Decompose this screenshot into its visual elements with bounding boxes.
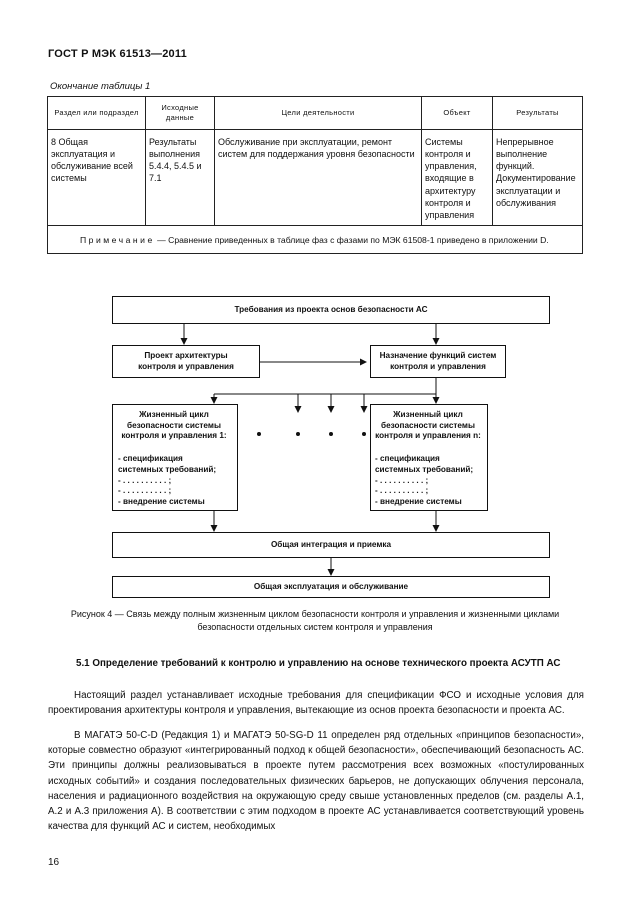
system-n-item-implementation: - внедрение системы [375, 497, 462, 506]
system-n-lifecycle-title: Жизненный цикл безопасности системы контроля и управления n: [375, 410, 481, 440]
system-1-lifecycle-title: Жизненный цикл безопасности системы контроля и управления 1: [121, 410, 227, 440]
col-header-section: Раздел или подраздел [48, 97, 146, 130]
system-1-item-spec: - спецификация системных требований; [118, 454, 217, 474]
cell-object: Системы контроля и управления, входящие в архитектуру контроля и управления [422, 130, 493, 226]
col-header-results: Результаты [493, 97, 583, 130]
function-assignment-box [370, 345, 506, 378]
page-number: 16 [48, 857, 60, 868]
figure-caption: Рисунок 4 — Связь между полным жизненным циклом безопасности контроля и управления и жизненными циклами безопасности отдельных систем контроля и управления [70, 609, 560, 632]
cell-section: 8 Общая эксплуатация и обслуживание всей системы [48, 130, 146, 226]
col-header-inputs: Исходные данные [146, 97, 215, 130]
paragraph-2: В МАГАТЭ 50-С-D (Редакция 1) и МАГАТЭ 50-SG-D 11 определен ряд отдельных «принципов безопасности», которые совместно образуют «интегрированный подход к общей безопасности», обеспечивающий безопасность АС. Эти принципы должны реализовываться в проекте путем рассмотрения всех возможных «постулированных исходных событий» и создания последовательных физических барьеров, не допускающих облучения персонала, населения и радиационного воздействия на окружающую среду свыше установленных пределов (см. разделы А.1, А.2 и А.3 приложения А). В соответствии с этим подходом в проекте АС устанавливается соответствующий уровень качества для функций АС и систем, необходимых [48, 730, 584, 833]
ic-architecture-label: Проект архитектуры контроля и управления [138, 350, 234, 371]
system-1-item-implementation: - внедрение системы [118, 497, 205, 506]
nps-requirements-box: Требования из проекта основ безопасности АС [112, 296, 550, 324]
system-1-item-3: - . . . . . . . . . . ; [118, 486, 172, 495]
system-n-item-3: - . . . . . . . . . . ; [375, 486, 429, 495]
integration-box: Общая интеграция и приемка [112, 532, 550, 558]
section-title: 5.1 Определение требований к контролю и управлению на основе технического проекта АСУТП АС [76, 658, 561, 669]
operation-box: Общая эксплуатация и обслуживание [112, 576, 550, 598]
col-header-goals: Цели деятельности [215, 97, 422, 130]
col-header-object: Объект [422, 97, 493, 130]
note-text: — Сравнение приведенных в таблице фаз с фазами по МЭК 61508-1 приведено в приложении D. [157, 235, 549, 245]
note-label: Примечание [80, 235, 155, 245]
system-1-item-2: - . . . . . . . . . . ; [118, 476, 172, 485]
document-header: ГОСТ Р МЭК 61513—2011 [48, 48, 187, 60]
paragraph-1: Настоящий раздел устанавливает исходные требования для спецификации ФСО и исходные условия для проектирования архитектуры контроля и управления, вытекающие из основ проекта безопасности и проекта АС. [48, 690, 584, 717]
table-caption: Окончание таблицы 1 [50, 81, 151, 92]
system-n-item-spec: - спецификация системных требований; [375, 454, 474, 474]
ic-architecture-box [112, 345, 260, 378]
system-n-item-2: - . . . . . . . . . . ; [375, 476, 429, 485]
cell-results: Непрерывное выполнение функций. Документирование эксплуатации и обслуживания [493, 130, 583, 226]
function-assignment-label: Назначение функций систем контроля и управления [379, 350, 497, 371]
cell-inputs: Результаты выполнения 5.4.4, 5.4.5 и 7.1 [146, 130, 215, 226]
cell-goals: Обслуживание при эксплуатации, ремонт систем для поддержания уровня безопасности [215, 130, 422, 226]
